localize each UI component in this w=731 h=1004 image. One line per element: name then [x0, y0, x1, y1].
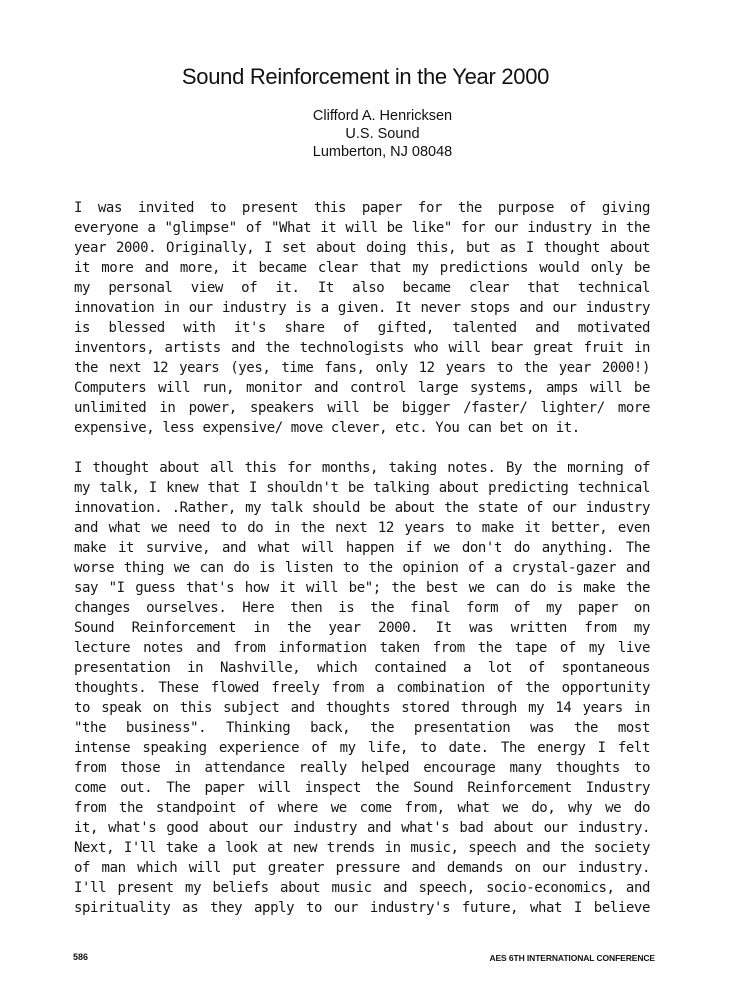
text-line: from the standpoint of where we come from, what we do, why we do	[74, 800, 650, 816]
text-line: it, what's good about our industry and what's bad about our industry.	[74, 820, 650, 836]
text-line: my personal view of it. It also became clear that technical	[74, 280, 650, 296]
paper-title: Sound Reinforcement in the Year 2000	[181, 64, 550, 89]
author-location: Lumberton, NJ 08048	[312, 144, 453, 160]
text-line: come out. The paper will inspect the Sound Reinforcement Industry	[74, 780, 650, 796]
text-line: I thought about all this for months, taking notes. By the morning of	[74, 460, 650, 476]
paragraph-2	[74, 458, 650, 918]
text-line: thoughts. These flowed freely from a combination of the opportunity	[74, 680, 650, 696]
text-line: changes ourselves. Here then is the final form of my paper on	[74, 600, 650, 616]
text-line: my talk, I knew that I shouldn't be talking about predicting technical	[74, 480, 650, 496]
text-line: Sound Reinforcement in the year 2000. It was written from my	[74, 620, 650, 636]
text-line: everyone a "glimpse" of "What it will be like" for our industry in the	[74, 220, 650, 236]
text-line: spirituality as they apply to our industry's future, what I believe	[74, 900, 650, 916]
text-line: inventors, artists and the technologists who will bear great fruit in	[74, 340, 650, 356]
text-line: Computers will run, monitor and control large systems, amps will be	[74, 380, 650, 396]
text-line: lecture notes and from information taken from the tape of my live	[74, 640, 650, 656]
text-line: innovation. .Rather, my talk should be about the state of our industry	[74, 500, 650, 516]
conference-name: AES 6TH INTERNATIONAL CONFERENCE	[489, 953, 655, 963]
text-line: say "I guess that's how it will be"; the best we can do is make the	[74, 580, 650, 596]
text-line: innovation in our industry is a given. It never stops and our industry	[74, 300, 650, 316]
text-line: it more and more, it became clear that my predictions would only be	[74, 260, 650, 276]
text-line: and what we need to do in the next 12 years to make it better, even	[74, 520, 650, 536]
text-line: worse thing we can do is listen to the opinion of a crystal-gazer and	[74, 560, 650, 576]
text-line: to speak on this subject and thoughts stored through my 14 years in	[74, 700, 650, 716]
text-line: presentation in Nashville, which contained a lot of spontaneous	[74, 660, 650, 676]
author-name: Clifford A. Henricksen	[312, 108, 453, 124]
text-line: intense speaking experience of my life, to date. The energy I felt	[74, 740, 650, 756]
text-line: of man which will put greater pressure and demands on our industry.	[74, 860, 650, 876]
text-line: I was invited to present this paper for the purpose of giving	[74, 200, 650, 216]
author-organization: U.S. Sound	[345, 126, 420, 142]
text-line: year 2000. Originally, I set about doing this, but as I thought about	[74, 240, 650, 256]
text-line: expensive, less expensive/ move clever, etc. You can bet on it.	[74, 420, 580, 436]
author-block	[0, 107, 731, 161]
page-number: 586	[73, 952, 89, 962]
text-line: is blessed with it's share of gifted, talented and motivated	[74, 320, 650, 336]
text-line: "the business". Thinking back, the presentation was the most	[74, 720, 650, 736]
text-line: unlimited in power, speakers will be bigger /faster/ lighter/ more	[74, 400, 650, 416]
text-line: from those in attendance really helped encourage many thoughts to	[74, 760, 650, 776]
text-line: Next, I'll take a look at new trends in music, speech and the society	[74, 840, 650, 856]
text-line: the next 12 years (yes, time fans, only 12 years to the year 2000!)	[74, 360, 650, 376]
paragraph-1	[74, 198, 650, 438]
text-line: I'll present my beliefs about music and speech, socio-economics, and	[74, 880, 650, 896]
text-line: make it survive, and what will happen if we don't do anything. The	[74, 540, 650, 556]
